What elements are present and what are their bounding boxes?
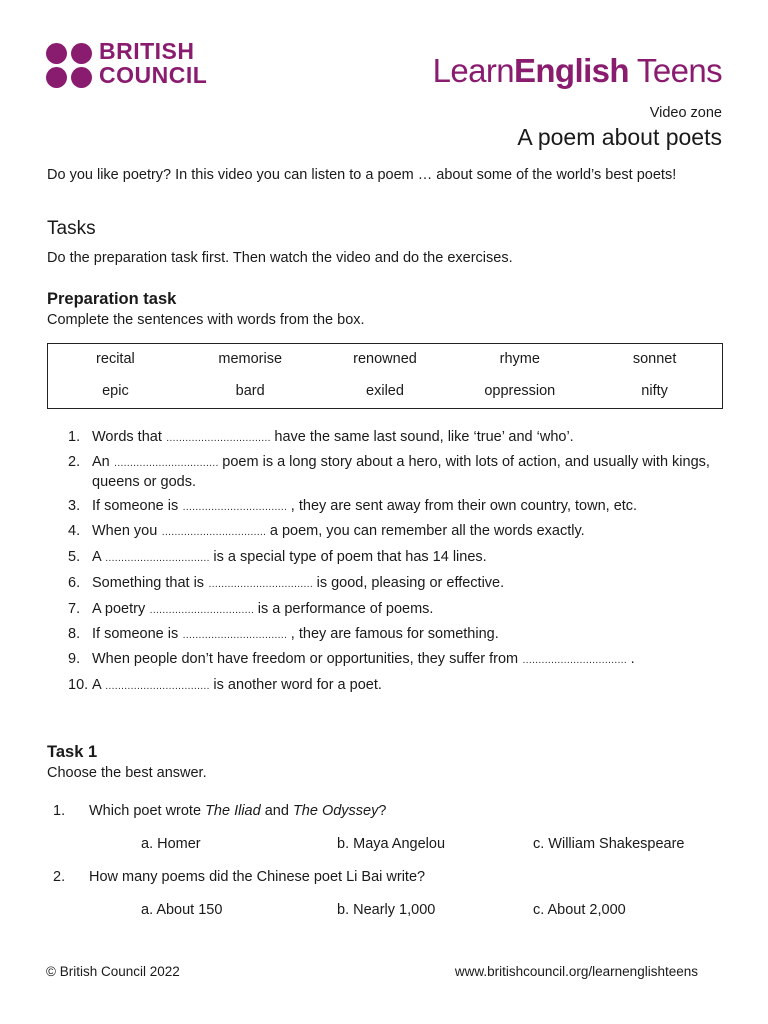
word-box (47, 343, 723, 409)
tasks-text: Do the preparation task first. Then watch the video and do the exercises. (47, 250, 513, 266)
answer-blank[interactable]: …………………………… (149, 605, 254, 616)
answer-blank[interactable]: …………………………… (104, 553, 210, 564)
word: rhyme (499, 351, 540, 367)
prep-item: 3. If someone is …………………………… , they are sent away from their own country, town, etc. (68, 498, 638, 514)
tasks-heading: Tasks (47, 218, 96, 239)
answer-option[interactable]: c. William Shakespeare (533, 836, 685, 852)
word: nifty (641, 383, 668, 399)
section-label: Video zone (649, 105, 722, 121)
prep-heading: Preparation task (47, 290, 177, 308)
answer-option[interactable]: b. Nearly 1,000 (337, 902, 436, 918)
answer-blank[interactable]: …………………………… (522, 655, 627, 666)
word: recital (96, 351, 135, 367)
task1-heading: Task 1 (47, 743, 98, 761)
answer-option[interactable]: a. Homer (141, 836, 201, 852)
prep-item: 5. A …………………………… is a special type of poem that has 14 lines. (68, 549, 487, 565)
answer-blank[interactable]: …………………………… (208, 579, 313, 590)
answer-blank[interactable]: …………………………… (182, 502, 287, 513)
answer-blank[interactable]: …………………………… (182, 630, 287, 641)
prep-instruction: Complete the sentences with words from the box. (47, 312, 365, 328)
answer-option[interactable]: c. About 2,000 (533, 902, 626, 918)
answer-blank[interactable]: …………………………… (104, 681, 210, 692)
prep-item: 4. When you …………………………… a poem, you can remember all the words exactly. (68, 523, 585, 539)
word: oppression (484, 383, 556, 399)
prep-item: 1. Words that …………………………… have the same last sound, like ‘true’ and ‘who’. (68, 429, 574, 445)
word: bard (235, 383, 265, 399)
task1-instruction: Choose the best answer. (47, 765, 207, 781)
prep-item: 10. A …………………………… is another word for a poet. (68, 677, 382, 693)
word: epic (102, 383, 129, 399)
prep-item: 9. When people don’t have freedom or opportunities, they suffer from …………………………… . (68, 651, 635, 667)
british-council-logo-text: BRITISH COUNCIL (99, 38, 208, 88)
word: exiled (366, 383, 404, 399)
answer-blank[interactable]: …………………………… (165, 433, 271, 444)
british-council-logo-dots (46, 43, 94, 89)
footer-url[interactable]: www.britishcouncil.org/learnenglishteens (454, 964, 698, 979)
word: sonnet (632, 351, 677, 367)
answer-option[interactable]: b. Maya Angelou (337, 836, 446, 852)
answer-option[interactable]: a. About 150 (141, 902, 223, 918)
footer-copyright: © British Council 2022 (46, 964, 180, 979)
page-title: A poem about poets (517, 124, 722, 150)
prep-item: 6. Something that is …………………………… is good, pleasing or effective. (68, 575, 505, 591)
learnenglish-teens-logo: LearnEnglish Teens (432, 52, 722, 89)
answer-blank[interactable]: …………………………… (161, 527, 266, 538)
word: renowned (353, 351, 417, 367)
intro-text: Do you like poetry? In this video you can listen to a poem … about some of the world’s best poets! (47, 167, 677, 183)
word: memorise (218, 351, 283, 367)
answer-blank[interactable]: …………………………… (113, 458, 219, 469)
prep-item: 8. If someone is …………………………… , they are famous for something. (68, 626, 499, 642)
prep-item: 7. A poetry …………………………… is a performance of poems. (68, 601, 434, 617)
prep-item: 2. An …………………………… poem is a long story about a hero, with lots of action, and usually with kings, queens or gods. (68, 454, 710, 490)
